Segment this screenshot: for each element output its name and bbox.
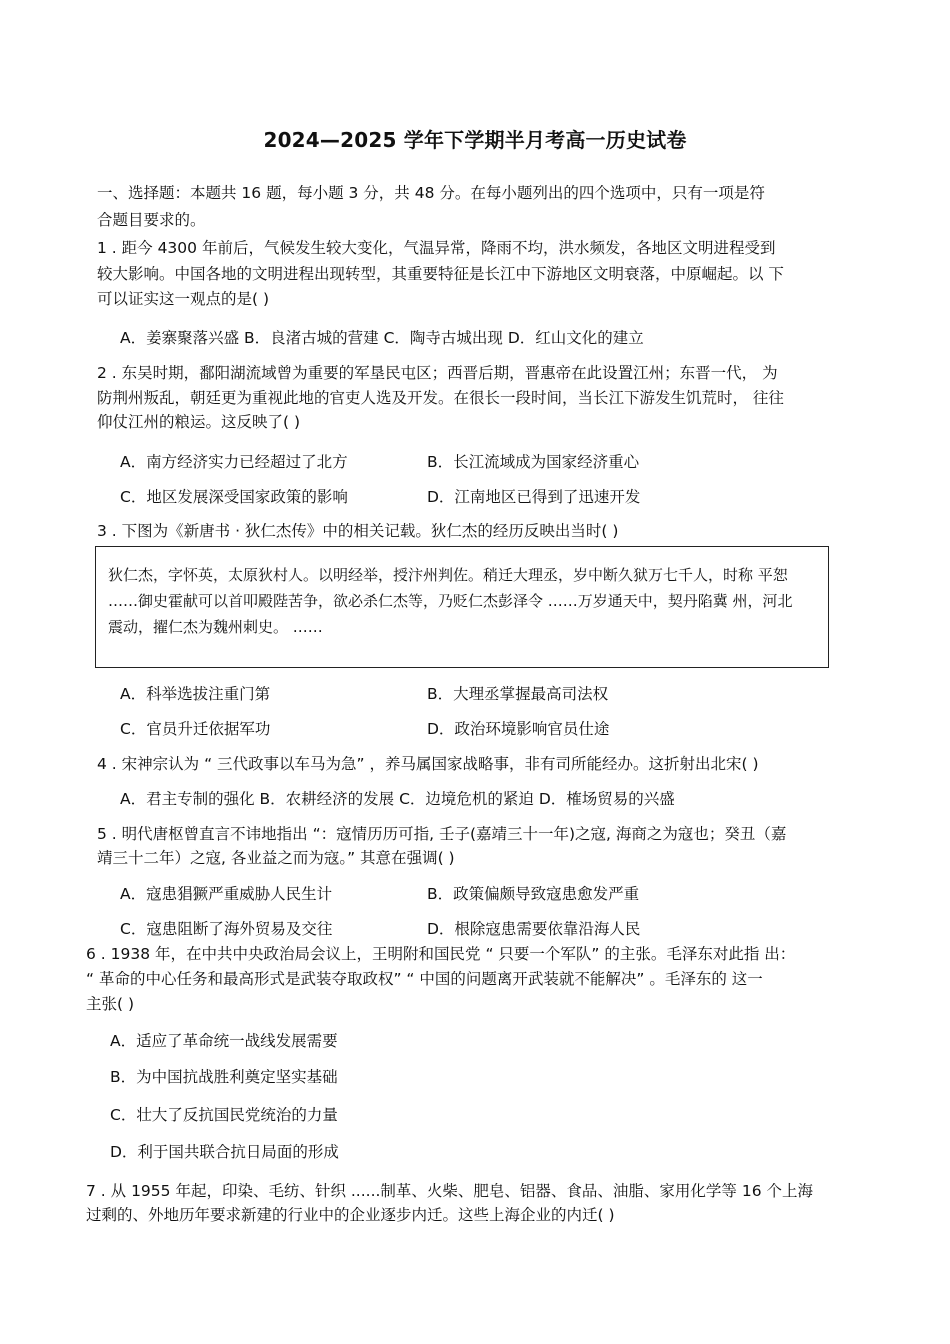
q3-quote-box bbox=[95, 546, 829, 668]
q2-option-d[interactable]: D．江南地区已得到了迅速开发 bbox=[427, 488, 641, 506]
q3-option-c[interactable]: C．官员升迁依据军功 bbox=[120, 720, 271, 738]
q3-option-a[interactable]: A．科举选拔注重门第 bbox=[120, 685, 271, 703]
q2-stem-line-3: 仰仗江州的粮运。这反映了( ) bbox=[97, 413, 301, 431]
q1-options[interactable]: A．姜寨聚落兴盛 B．良渚古城的营建 C．陶寺古城出现 D．红山文化的建立 bbox=[120, 329, 644, 347]
q3-quote-line-3: 震动，擢仁杰为魏州刺史。 …… bbox=[108, 618, 323, 636]
q2-stem-line-2: 防荆州叛乱，朝廷更为重视此地的官吏人选及开发。在很长一段时间，当长江下游发生饥荒时， 往往 bbox=[97, 389, 784, 407]
q4-options[interactable]: A．君主专制的强化 B．农耕经济的发展 C．边境危机的紧迫 D．榷场贸易的兴盛 bbox=[120, 790, 675, 808]
q6-option-b[interactable]: B．为中国抗战胜利奠定坚实基础 bbox=[110, 1068, 338, 1086]
q5-stem-line-1: 5 . 明代唐枢曾直言不讳地指出 “：寇情历历可指, 壬子(嘉靖三十一年)之寇, 海商之为寇也；癸丑（嘉 bbox=[97, 825, 787, 843]
q1-stem-line-2: 较大影响。中国各地的文明进程出现转型，其重要特征是长江中下游地区文明衰落，中原崛起。以 下 bbox=[97, 265, 784, 283]
q3-stem-line-1: 3 . 下图为《新唐书 · 狄仁杰传》中的相关记载。狄仁杰的经历反映出当时( ) bbox=[97, 522, 619, 540]
q5-stem-line-2: 靖三十二年）之寇, 各业益之而为寇。” 其意在强调( ) bbox=[97, 849, 455, 867]
q6-stem-line-1: 6 . 1938 年，在中共中央政治局会议上，王明附和国民党 “ 只要一个军队” 的主张。毛泽东对此指 出： bbox=[86, 945, 796, 963]
q1-stem-line-1: 1 . 距今 4300 年前后，气候发生较大变化，气温异常，降雨不均，洪水频发，各地区文明进程受到 bbox=[97, 239, 776, 257]
q5-option-a[interactable]: A．寇患猖獗严重威胁人民生计 bbox=[120, 885, 333, 903]
q2-option-a[interactable]: A．南方经济实力已经超过了北方 bbox=[120, 453, 348, 471]
q3-quote-line-1: 狄仁杰，字怀英，太原狄村人。以明经举，授汴州判佐。稍迁大理丞，岁中断久狱万七千人，时称 平恕 bbox=[108, 566, 788, 584]
q6-option-a[interactable]: A．适应了革命统一战线发展需要 bbox=[110, 1032, 338, 1050]
section-instructions-line-2: 合题目要求的。 bbox=[97, 211, 206, 229]
q3-option-d[interactable]: D．政治环境影响官员仕途 bbox=[427, 720, 610, 738]
q6-option-c[interactable]: C．壮大了反抗国民党统治的力量 bbox=[110, 1106, 338, 1124]
q6-stem-line-3: 主张( ) bbox=[86, 995, 135, 1013]
q7-stem-line-1: 7 . 从 1955 年起，印染、毛纺、针织 ......制革、火柴、肥皂、铝器、食品、油脂、家用化学等 16 个上海 bbox=[86, 1182, 814, 1200]
section-instructions-line-1: 一、选择题：本题共 16 题，每小题 3 分，共 48 分。在每小题列出的四个选项中，只有一项是符 bbox=[97, 184, 765, 202]
page-title: 2024—2025 学年下学期半月考高一历史试卷 bbox=[263, 128, 687, 152]
q5-option-b[interactable]: B．政策偏颇导致寇患愈发严重 bbox=[427, 885, 640, 903]
q2-stem-line-1: 2 . 东吴时期，鄱阳湖流域曾为重要的军垦民屯区；西晋后期，晋惠帝在此设置江州；东晋一代， 为 bbox=[97, 364, 778, 382]
q1-stem-line-3: 可以证实这一观点的是( ) bbox=[97, 290, 270, 308]
q5-option-d[interactable]: D．根除寇患需要依靠沿海人民 bbox=[427, 920, 641, 938]
q5-option-c[interactable]: C．寇患阻断了海外贸易及交往 bbox=[120, 920, 333, 938]
q7-stem-line-2: 过剩的、外地历年要求新建的行业中的企业逐步内迁。这些上海企业的内迁( ) bbox=[86, 1206, 615, 1224]
q3-option-b[interactable]: B．大理丞掌握最高司法权 bbox=[427, 685, 609, 703]
q4-stem-line-1: 4 . 宋神宗认为 “ 三代政事以车马为急” ，养马属国家战略事，非有司所能经办。这折射出北宋( ) bbox=[97, 755, 759, 773]
q6-option-d[interactable]: D．利于国共联合抗日局面的形成 bbox=[110, 1143, 339, 1161]
q6-stem-line-2: “ 革命的中心任务和最高形式是武装夺取政权” “ 中国的问题离开武装就不能解决” 。毛泽东的 这一 bbox=[86, 970, 763, 988]
q2-option-c[interactable]: C．地区发展深受国家政策的影响 bbox=[120, 488, 348, 506]
q2-option-b[interactable]: B．长江流域成为国家经济重心 bbox=[427, 453, 640, 471]
q3-quote-line-2: ……御史霍献可以首叩殿陛苦争，欲必杀仁杰等，乃贬仁杰彭泽令 ……万岁通天中，契丹陷冀 州，河北 bbox=[108, 592, 793, 610]
